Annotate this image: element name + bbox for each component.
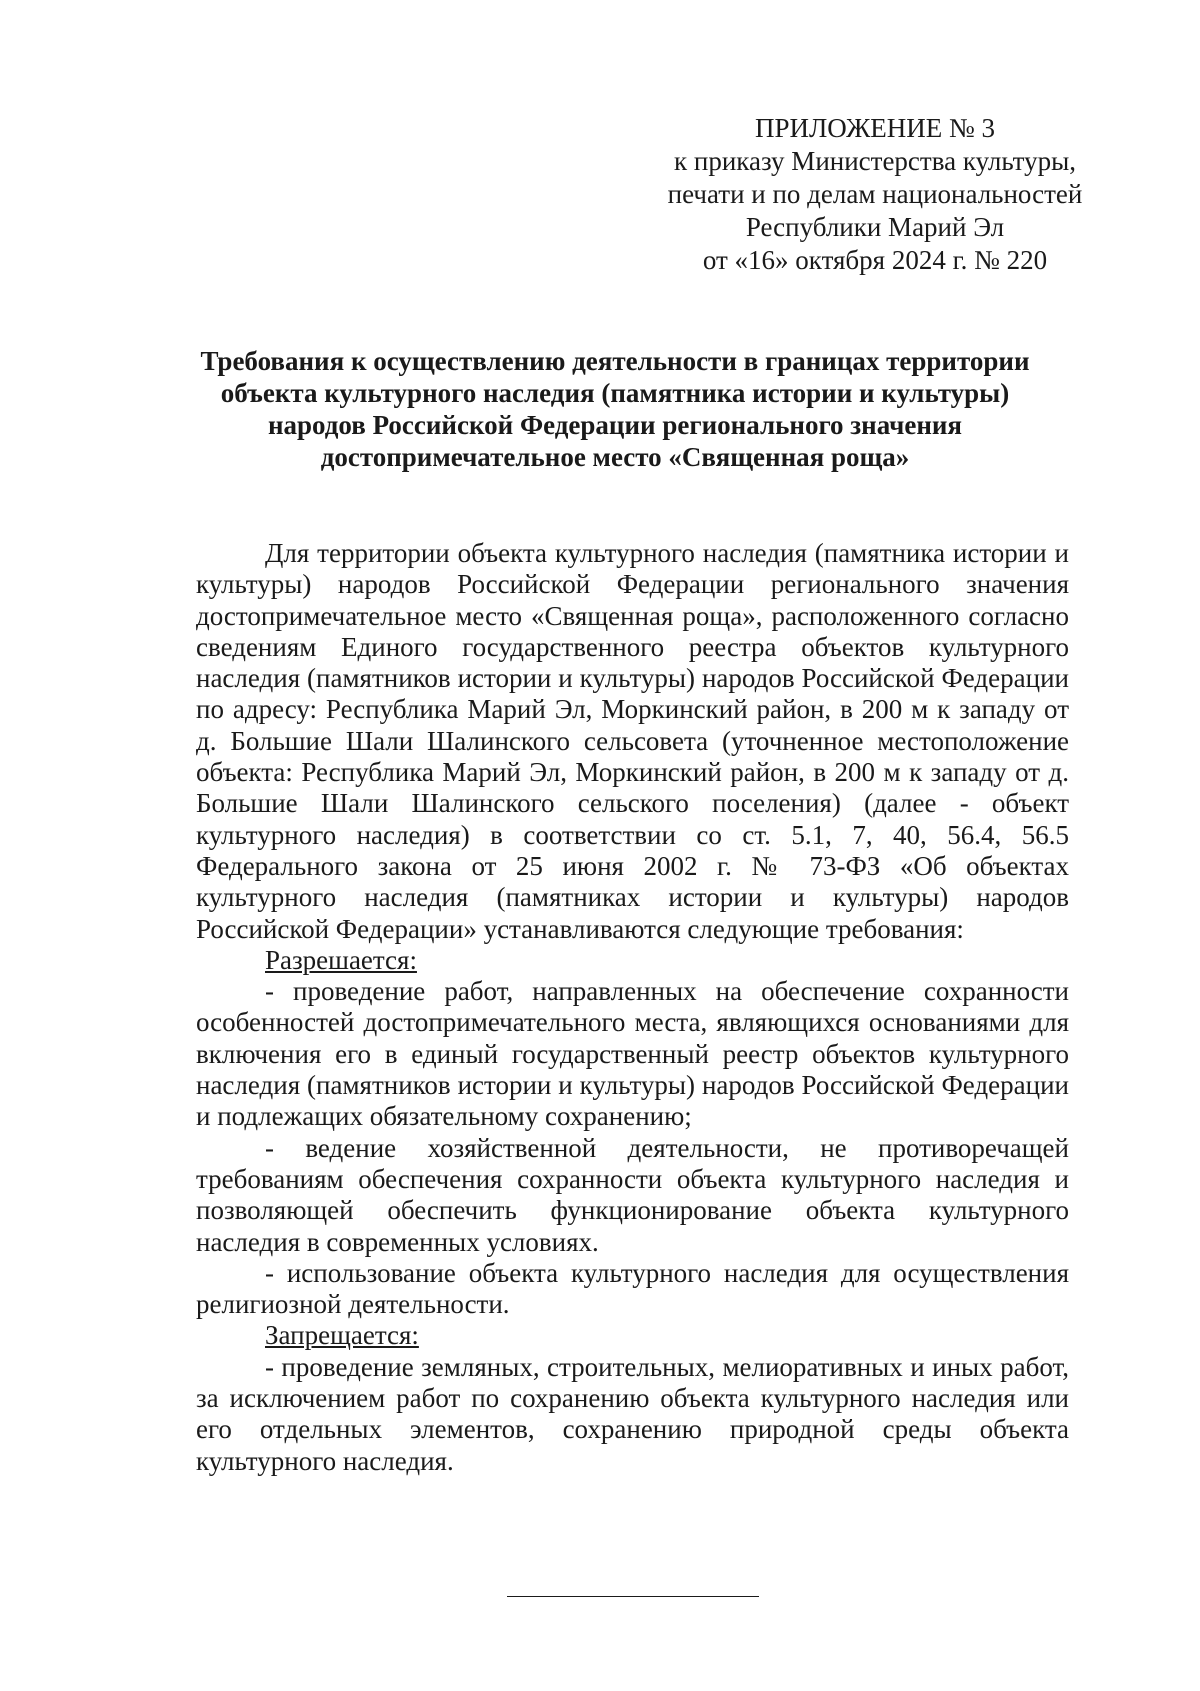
forbidden-heading [196, 1320, 1069, 1351]
document-body [196, 538, 1069, 1477]
annex-header [640, 112, 1110, 277]
allowed-item: - ведение хозяйственной деятельности, не противоречащей требованиям обеспечения сохранности объекта культурного наследия и позволяющей обеспечить функционирование объекта культурного наследия в современных условиях. [196, 1132, 1069, 1257]
forbidden-heading-text: Запрещается: [265, 1320, 419, 1351]
title-line-2: объекта культурного наследия (памятника истории и культуры) [220, 378, 1010, 408]
title-line-3: народов Российской Федерации регионального значения [267, 410, 963, 440]
closing-rule [507, 1596, 759, 1597]
title-line-4: достопримечательное место «Священная роща» [320, 442, 910, 472]
allowed-heading-text: Разрешается: [265, 944, 417, 975]
document-title [170, 345, 1060, 473]
intro-paragraph: Для территории объекта культурного наследия (памятника истории и культуры) народов Российской Федерации регионального значения достопримечательное место «Священная роща», расположенного согласно сведениям Единого государственного реестра объектов культурного наследия (памятников истории и культуры) народов Российской Федерации по адресу: Республика Марий Эл, Моркинский район, в 200 м к западу от д. Большие Шали Шалинского сельсовета (уточненное местоположение объекта: Республика Марий Эл, Моркинский район, в 200 м к западу от д. Большие Шали Шалинского сельского поселения) (далее - объект культурного наследия) в соответствии со ст. 5.1, 7, 40, 56.4, 56.5 Федерального закона от 25 июня 2002 г. № 73-ФЗ «Об объектах культурного наследия (памятниках истории и культуры) народов Российской Федерации» устанавливаются следующие требования: [196, 538, 1069, 944]
forbidden-item: - проведение земляных, строительных, мелиоративных и иных работ, за исключением работ по сохранению объекта культурного наследия или его отдельных элементов, сохранению природной среды объекта культурного наследия. [196, 1351, 1069, 1476]
allowed-item: - проведение работ, направленных на обеспечение сохранности особенностей достопримечательного места, являющихся основаниями для включения его в единый государственный реестр объектов культурного наследия (памятников истории и культуры) народов Российской Федерации и подлежащих обязательному сохранению; [196, 976, 1069, 1132]
annex-number: ПРИЛОЖЕНИЕ № 3 [754, 113, 996, 143]
annex-order-ref: к приказу Министерства культуры, [674, 146, 1076, 176]
annex-ministry: печати и по делам национальностей [667, 179, 1083, 209]
allowed-item: - использование объекта культурного наследия для осуществления религиозной деятельности. [196, 1257, 1069, 1320]
title-line-1: Требования к осуществлению деятельности в границах территории [200, 346, 1030, 376]
annex-date-number: от «16» октября 2024 г. № 220 [702, 245, 1048, 275]
allowed-heading [196, 945, 1069, 976]
annex-republic: Республики Марий Эл [745, 212, 1005, 242]
